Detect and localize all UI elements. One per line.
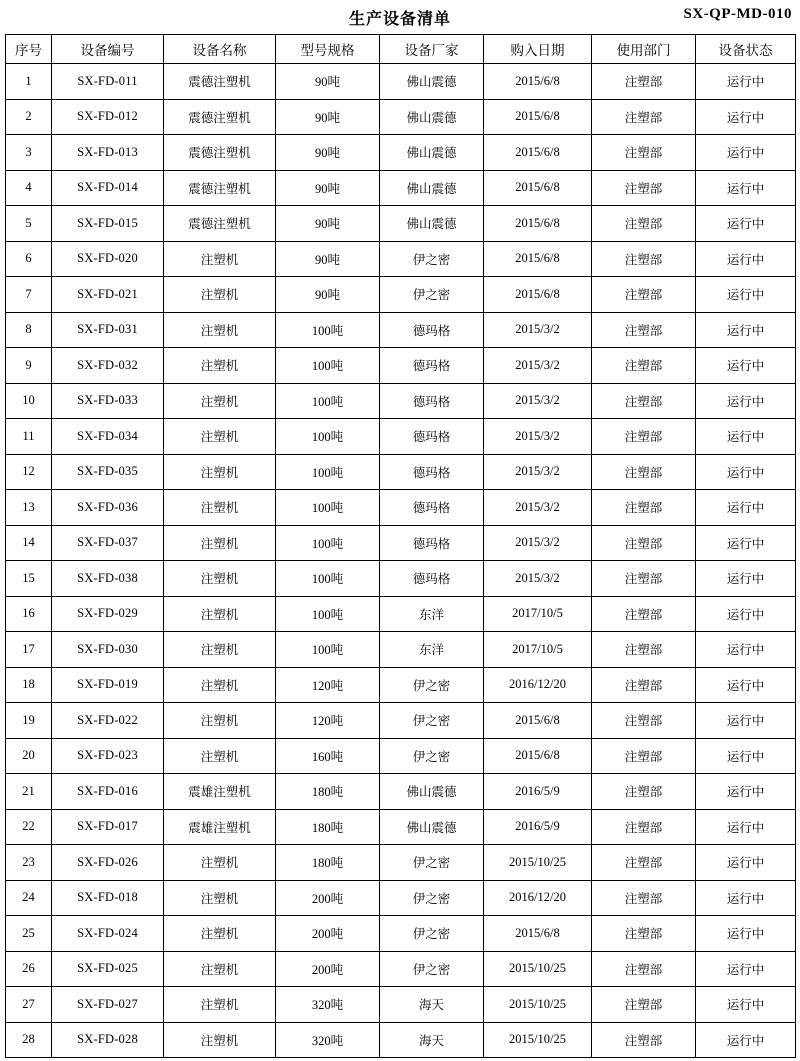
cell-型号规格: 100吨 — [276, 383, 380, 419]
cell-index: 1 — [6, 64, 52, 100]
cell-型号规格: 200吨 — [276, 951, 380, 987]
table-row — [6, 880, 796, 916]
cell-设备编号: SX-FD-014 — [52, 170, 164, 206]
cell-index: 4 — [6, 170, 52, 206]
cell-设备名称: 注塑机 — [164, 880, 276, 916]
cell-index: 12 — [6, 454, 52, 490]
cell-设备厂家: 德玛格 — [380, 312, 484, 348]
cell-index: 18 — [6, 667, 52, 703]
cell-购入日期: 2016/12/20 — [484, 667, 592, 703]
cell-设备状态: 运行中 — [696, 987, 796, 1023]
cell-设备编号: SX-FD-031 — [52, 312, 164, 348]
cell-型号规格: 100吨 — [276, 525, 380, 561]
cell-index: 20 — [6, 738, 52, 774]
cell-设备状态: 运行中 — [696, 206, 796, 242]
cell-使用部门: 注塑部 — [592, 987, 696, 1023]
cell-index: 2 — [6, 99, 52, 135]
cell-使用部门: 注塑部 — [592, 1022, 696, 1058]
cell-设备厂家: 海天 — [380, 1022, 484, 1058]
cell-index: 5 — [6, 206, 52, 242]
cell-购入日期: 2015/6/8 — [484, 916, 592, 952]
cell-购入日期: 2015/6/8 — [484, 206, 592, 242]
cell-设备编号: SX-FD-025 — [52, 951, 164, 987]
cell-购入日期: 2015/6/8 — [484, 703, 592, 739]
cell-使用部门: 注塑部 — [592, 490, 696, 526]
cell-index: 7 — [6, 277, 52, 313]
cell-设备编号: SX-FD-037 — [52, 525, 164, 561]
cell-设备厂家: 德玛格 — [380, 561, 484, 597]
cell-使用部门: 注塑部 — [592, 312, 696, 348]
cell-设备状态: 运行中 — [696, 419, 796, 455]
cell-使用部门: 注塑部 — [592, 348, 696, 384]
cell-使用部门: 注塑部 — [592, 206, 696, 242]
cell-设备厂家: 佛山震德 — [380, 774, 484, 810]
cell-型号规格: 100吨 — [276, 632, 380, 668]
cell-使用部门: 注塑部 — [592, 809, 696, 845]
cell-设备名称: 注塑机 — [164, 490, 276, 526]
cell-购入日期: 2017/10/5 — [484, 596, 592, 632]
cell-型号规格: 180吨 — [276, 845, 380, 881]
cell-购入日期: 2015/3/2 — [484, 490, 592, 526]
cell-使用部门: 注塑部 — [592, 419, 696, 455]
cell-设备状态: 运行中 — [696, 738, 796, 774]
cell-设备编号: SX-FD-016 — [52, 774, 164, 810]
cell-购入日期: 2015/6/8 — [484, 738, 592, 774]
cell-设备状态: 运行中 — [696, 525, 796, 561]
cell-设备厂家: 伊之密 — [380, 703, 484, 739]
column-header-2: 设备名称 — [164, 35, 276, 64]
document-code: SX-QP-MD-010 — [683, 6, 792, 22]
cell-购入日期: 2015/3/2 — [484, 419, 592, 455]
table-row — [6, 738, 796, 774]
cell-index: 25 — [6, 916, 52, 952]
cell-设备状态: 运行中 — [696, 312, 796, 348]
cell-型号规格: 90吨 — [276, 135, 380, 171]
cell-设备名称: 注塑机 — [164, 561, 276, 597]
cell-设备状态: 运行中 — [696, 241, 796, 277]
cell-型号规格: 100吨 — [276, 561, 380, 597]
cell-设备编号: SX-FD-022 — [52, 703, 164, 739]
cell-型号规格: 100吨 — [276, 490, 380, 526]
cell-购入日期: 2015/6/8 — [484, 241, 592, 277]
cell-设备厂家: 德玛格 — [380, 348, 484, 384]
column-header-7: 设备状态 — [696, 35, 796, 64]
cell-设备编号: SX-FD-018 — [52, 880, 164, 916]
table-row — [6, 845, 796, 881]
cell-设备状态: 运行中 — [696, 703, 796, 739]
cell-设备编号: SX-FD-036 — [52, 490, 164, 526]
cell-购入日期: 2015/6/8 — [484, 170, 592, 206]
cell-设备编号: SX-FD-028 — [52, 1022, 164, 1058]
cell-使用部门: 注塑部 — [592, 596, 696, 632]
cell-购入日期: 2015/3/2 — [484, 454, 592, 490]
cell-index: 15 — [6, 561, 52, 597]
column-header-4: 设备厂家 — [380, 35, 484, 64]
cell-设备状态: 运行中 — [696, 632, 796, 668]
column-header-3: 型号规格 — [276, 35, 380, 64]
cell-购入日期: 2015/6/8 — [484, 135, 592, 171]
column-header-6: 使用部门 — [592, 35, 696, 64]
cell-index: 22 — [6, 809, 52, 845]
cell-设备状态: 运行中 — [696, 809, 796, 845]
cell-使用部门: 注塑部 — [592, 774, 696, 810]
cell-设备编号: SX-FD-029 — [52, 596, 164, 632]
cell-设备厂家: 伊之密 — [380, 738, 484, 774]
cell-使用部门: 注塑部 — [592, 703, 696, 739]
table-row — [6, 774, 796, 810]
table-row — [6, 561, 796, 597]
cell-设备状态: 运行中 — [696, 383, 796, 419]
cell-设备厂家: 伊之密 — [380, 241, 484, 277]
cell-设备编号: SX-FD-015 — [52, 206, 164, 242]
cell-型号规格: 180吨 — [276, 809, 380, 845]
table-row — [6, 170, 796, 206]
table-row — [6, 241, 796, 277]
cell-购入日期: 2015/3/2 — [484, 348, 592, 384]
cell-设备厂家: 东洋 — [380, 596, 484, 632]
cell-使用部门: 注塑部 — [592, 135, 696, 171]
table-row — [6, 135, 796, 171]
cell-设备状态: 运行中 — [696, 454, 796, 490]
cell-设备编号: SX-FD-017 — [52, 809, 164, 845]
cell-设备状态: 运行中 — [696, 774, 796, 810]
cell-设备状态: 运行中 — [696, 880, 796, 916]
cell-设备名称: 震雄注塑机 — [164, 774, 276, 810]
cell-使用部门: 注塑部 — [592, 525, 696, 561]
cell-设备名称: 注塑机 — [164, 951, 276, 987]
cell-使用部门: 注塑部 — [592, 845, 696, 881]
cell-设备名称: 注塑机 — [164, 845, 276, 881]
cell-设备状态: 运行中 — [696, 667, 796, 703]
cell-设备编号: SX-FD-035 — [52, 454, 164, 490]
cell-设备状态: 运行中 — [696, 348, 796, 384]
cell-购入日期: 2016/5/9 — [484, 809, 592, 845]
cell-设备状态: 运行中 — [696, 845, 796, 881]
cell-设备名称: 震德注塑机 — [164, 135, 276, 171]
table-row — [6, 99, 796, 135]
table-row — [6, 525, 796, 561]
cell-型号规格: 90吨 — [276, 64, 380, 100]
cell-设备状态: 运行中 — [696, 951, 796, 987]
cell-使用部门: 注塑部 — [592, 64, 696, 100]
cell-index: 6 — [6, 241, 52, 277]
cell-型号规格: 320吨 — [276, 987, 380, 1023]
cell-型号规格: 120吨 — [276, 667, 380, 703]
cell-使用部门: 注塑部 — [592, 170, 696, 206]
cell-使用部门: 注塑部 — [592, 667, 696, 703]
cell-购入日期: 2015/10/25 — [484, 987, 592, 1023]
cell-设备厂家: 东洋 — [380, 632, 484, 668]
cell-购入日期: 2015/10/25 — [484, 951, 592, 987]
cell-使用部门: 注塑部 — [592, 277, 696, 313]
document-header — [0, 0, 800, 34]
column-header-5: 购入日期 — [484, 35, 592, 64]
cell-设备厂家: 佛山震德 — [380, 809, 484, 845]
cell-设备名称: 注塑机 — [164, 419, 276, 455]
cell-设备状态: 运行中 — [696, 99, 796, 135]
table-body — [6, 64, 796, 1058]
cell-设备厂家: 德玛格 — [380, 454, 484, 490]
cell-使用部门: 注塑部 — [592, 241, 696, 277]
cell-index: 10 — [6, 383, 52, 419]
equipment-table — [5, 34, 796, 1058]
table-row — [6, 490, 796, 526]
cell-型号规格: 320吨 — [276, 1022, 380, 1058]
cell-设备状态: 运行中 — [696, 170, 796, 206]
cell-index: 3 — [6, 135, 52, 171]
table-header-row — [6, 35, 796, 64]
cell-设备状态: 运行中 — [696, 916, 796, 952]
cell-使用部门: 注塑部 — [592, 383, 696, 419]
cell-index: 21 — [6, 774, 52, 810]
cell-index: 19 — [6, 703, 52, 739]
cell-购入日期: 2015/10/25 — [484, 1022, 592, 1058]
cell-设备名称: 注塑机 — [164, 383, 276, 419]
cell-型号规格: 200吨 — [276, 916, 380, 952]
cell-设备名称: 震德注塑机 — [164, 64, 276, 100]
cell-index: 16 — [6, 596, 52, 632]
column-header-1: 设备编号 — [52, 35, 164, 64]
table-row — [6, 987, 796, 1023]
cell-设备厂家: 德玛格 — [380, 490, 484, 526]
cell-设备厂家: 海天 — [380, 987, 484, 1023]
cell-index: 23 — [6, 845, 52, 881]
cell-设备名称: 注塑机 — [164, 703, 276, 739]
cell-使用部门: 注塑部 — [592, 99, 696, 135]
cell-型号规格: 90吨 — [276, 170, 380, 206]
cell-购入日期: 2015/10/25 — [484, 845, 592, 881]
cell-设备厂家: 伊之密 — [380, 951, 484, 987]
cell-使用部门: 注塑部 — [592, 916, 696, 952]
table-row — [6, 667, 796, 703]
table-row — [6, 951, 796, 987]
cell-型号规格: 180吨 — [276, 774, 380, 810]
cell-设备编号: SX-FD-013 — [52, 135, 164, 171]
cell-型号规格: 160吨 — [276, 738, 380, 774]
cell-index: 9 — [6, 348, 52, 384]
table-row — [6, 632, 796, 668]
cell-设备名称: 注塑机 — [164, 525, 276, 561]
cell-型号规格: 90吨 — [276, 206, 380, 242]
cell-设备编号: SX-FD-033 — [52, 383, 164, 419]
cell-型号规格: 100吨 — [276, 312, 380, 348]
cell-设备厂家: 伊之密 — [380, 667, 484, 703]
cell-设备厂家: 德玛格 — [380, 525, 484, 561]
cell-设备名称: 震雄注塑机 — [164, 809, 276, 845]
cell-设备名称: 注塑机 — [164, 667, 276, 703]
cell-购入日期: 2015/3/2 — [484, 525, 592, 561]
table-header — [6, 35, 796, 64]
page-title: 生产设备清单 — [348, 11, 451, 28]
cell-型号规格: 100吨 — [276, 419, 380, 455]
cell-设备状态: 运行中 — [696, 561, 796, 597]
cell-使用部门: 注塑部 — [592, 951, 696, 987]
cell-购入日期: 2015/3/2 — [484, 561, 592, 597]
cell-购入日期: 2015/6/8 — [484, 64, 592, 100]
cell-设备名称: 注塑机 — [164, 632, 276, 668]
table-row — [6, 348, 796, 384]
cell-购入日期: 2015/3/2 — [484, 312, 592, 348]
cell-购入日期: 2016/5/9 — [484, 774, 592, 810]
cell-设备厂家: 佛山震德 — [380, 206, 484, 242]
cell-设备厂家: 佛山震德 — [380, 99, 484, 135]
cell-index: 24 — [6, 880, 52, 916]
cell-设备名称: 注塑机 — [164, 987, 276, 1023]
column-header-0: 序号 — [6, 35, 52, 64]
table-row — [6, 277, 796, 313]
cell-index: 17 — [6, 632, 52, 668]
cell-型号规格: 90吨 — [276, 241, 380, 277]
cell-购入日期: 2016/12/20 — [484, 880, 592, 916]
cell-设备厂家: 伊之密 — [380, 845, 484, 881]
table-row — [6, 312, 796, 348]
cell-型号规格: 90吨 — [276, 277, 380, 313]
cell-设备状态: 运行中 — [696, 596, 796, 632]
cell-index: 28 — [6, 1022, 52, 1058]
table-row — [6, 454, 796, 490]
cell-设备名称: 震德注塑机 — [164, 206, 276, 242]
cell-设备编号: SX-FD-019 — [52, 667, 164, 703]
cell-设备名称: 震德注塑机 — [164, 170, 276, 206]
cell-设备名称: 震德注塑机 — [164, 99, 276, 135]
table-row — [6, 809, 796, 845]
cell-设备编号: SX-FD-034 — [52, 419, 164, 455]
cell-设备编号: SX-FD-011 — [52, 64, 164, 100]
table-row — [6, 419, 796, 455]
cell-设备厂家: 德玛格 — [380, 383, 484, 419]
cell-设备名称: 注塑机 — [164, 241, 276, 277]
cell-设备状态: 运行中 — [696, 277, 796, 313]
cell-设备名称: 注塑机 — [164, 916, 276, 952]
cell-设备名称: 注塑机 — [164, 348, 276, 384]
cell-设备名称: 注塑机 — [164, 312, 276, 348]
cell-设备编号: SX-FD-030 — [52, 632, 164, 668]
table-row — [6, 916, 796, 952]
cell-设备厂家: 伊之密 — [380, 880, 484, 916]
cell-设备编号: SX-FD-027 — [52, 987, 164, 1023]
cell-型号规格: 120吨 — [276, 703, 380, 739]
cell-设备状态: 运行中 — [696, 135, 796, 171]
cell-使用部门: 注塑部 — [592, 632, 696, 668]
cell-设备编号: SX-FD-024 — [52, 916, 164, 952]
cell-设备编号: SX-FD-032 — [52, 348, 164, 384]
cell-设备厂家: 佛山震德 — [380, 64, 484, 100]
cell-设备厂家: 伊之密 — [380, 916, 484, 952]
cell-购入日期: 2015/6/8 — [484, 99, 592, 135]
cell-型号规格: 90吨 — [276, 99, 380, 135]
cell-index: 14 — [6, 525, 52, 561]
cell-index: 8 — [6, 312, 52, 348]
cell-使用部门: 注塑部 — [592, 454, 696, 490]
cell-设备名称: 注塑机 — [164, 738, 276, 774]
cell-设备厂家: 伊之密 — [380, 277, 484, 313]
cell-型号规格: 100吨 — [276, 454, 380, 490]
cell-使用部门: 注塑部 — [592, 561, 696, 597]
table-row — [6, 64, 796, 100]
cell-设备名称: 注塑机 — [164, 277, 276, 313]
table-row — [6, 596, 796, 632]
cell-设备编号: SX-FD-023 — [52, 738, 164, 774]
cell-使用部门: 注塑部 — [592, 880, 696, 916]
table-row — [6, 206, 796, 242]
cell-index: 13 — [6, 490, 52, 526]
cell-设备编号: SX-FD-012 — [52, 99, 164, 135]
cell-购入日期: 2015/6/8 — [484, 277, 592, 313]
cell-型号规格: 100吨 — [276, 596, 380, 632]
cell-设备厂家: 德玛格 — [380, 419, 484, 455]
cell-设备编号: SX-FD-021 — [52, 277, 164, 313]
cell-设备编号: SX-FD-038 — [52, 561, 164, 597]
cell-型号规格: 100吨 — [276, 348, 380, 384]
table-row — [6, 1022, 796, 1058]
cell-设备名称: 注塑机 — [164, 1022, 276, 1058]
cell-购入日期: 2017/10/5 — [484, 632, 592, 668]
cell-设备编号: SX-FD-026 — [52, 845, 164, 881]
cell-设备编号: SX-FD-020 — [52, 241, 164, 277]
cell-index: 26 — [6, 951, 52, 987]
cell-设备状态: 运行中 — [696, 1022, 796, 1058]
cell-index: 27 — [6, 987, 52, 1023]
cell-设备厂家: 佛山震德 — [380, 170, 484, 206]
cell-型号规格: 200吨 — [276, 880, 380, 916]
cell-购入日期: 2015/3/2 — [484, 383, 592, 419]
cell-设备名称: 注塑机 — [164, 596, 276, 632]
table-row — [6, 703, 796, 739]
cell-设备状态: 运行中 — [696, 490, 796, 526]
cell-index: 11 — [6, 419, 52, 455]
table-row — [6, 383, 796, 419]
cell-设备厂家: 佛山震德 — [380, 135, 484, 171]
cell-设备名称: 注塑机 — [164, 454, 276, 490]
cell-设备状态: 运行中 — [696, 64, 796, 100]
cell-使用部门: 注塑部 — [592, 738, 696, 774]
